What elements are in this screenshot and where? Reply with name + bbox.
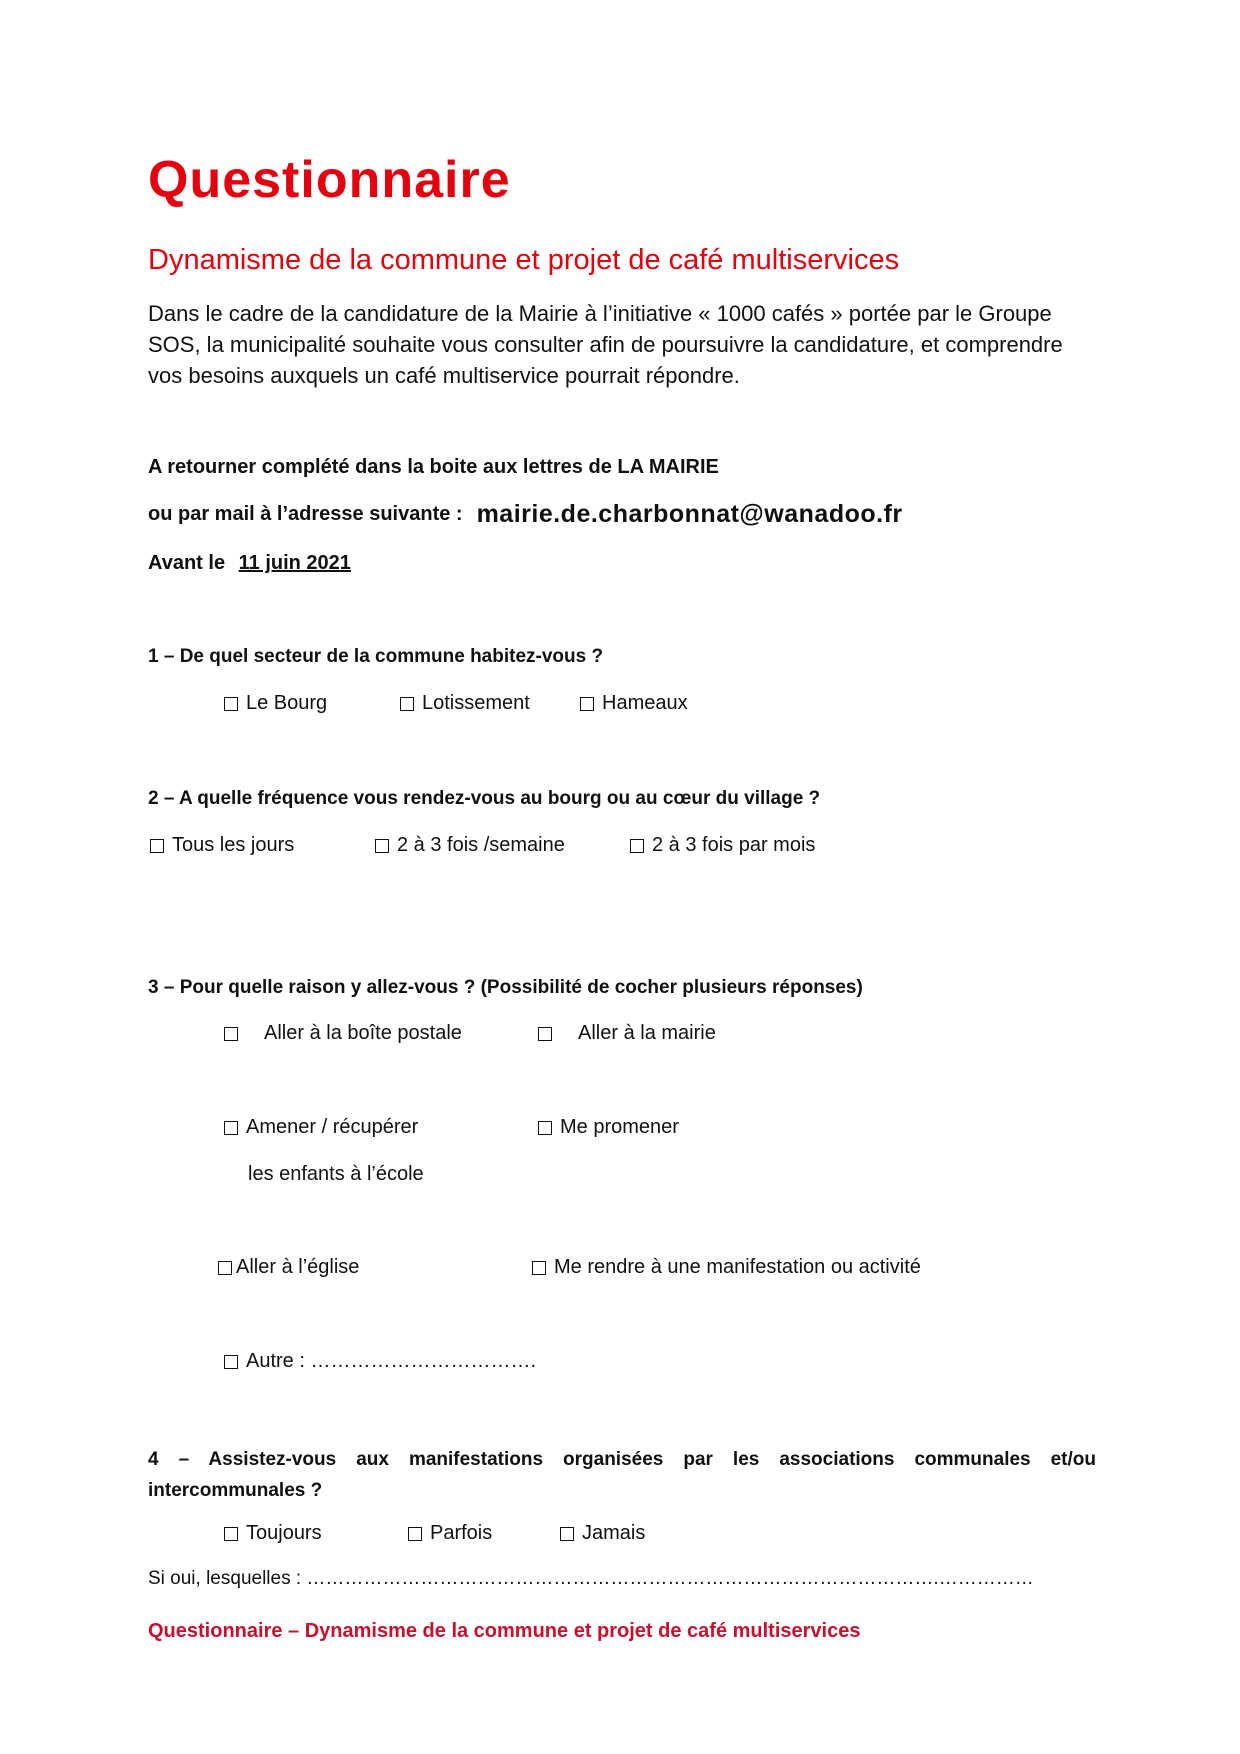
q3-option-mairie[interactable]: Aller à la mairie (538, 1022, 716, 1045)
question-1: 1 – De quel secteur de la commune habitez-vous ? (148, 646, 604, 667)
checkbox[interactable] (580, 697, 594, 711)
question-3: 3 – Pour quelle raison y allez-vous ? (Possibilité de cocher plusieurs réponses) (148, 977, 863, 998)
checkbox[interactable] (560, 1527, 574, 1541)
q3-option-postbox[interactable]: Aller à la boîte postale (224, 1022, 462, 1045)
checkbox[interactable] (375, 839, 389, 853)
q1-option-hameaux[interactable]: Hameaux (580, 692, 688, 715)
q3-option-walk[interactable]: Me promener (538, 1116, 679, 1139)
page-title: Questionnaire (148, 151, 511, 209)
question-2: 2 – A quelle fréquence vous rendez-vous au bourg ou au cœur du village ? (148, 788, 821, 809)
checkbox[interactable] (150, 839, 164, 853)
checkbox[interactable] (224, 697, 238, 711)
checkbox[interactable] (538, 1027, 552, 1041)
checkbox[interactable] (218, 1261, 232, 1275)
deadline-line (148, 552, 351, 575)
q4-option-always[interactable]: Toujours (224, 1522, 322, 1545)
q3-option-event[interactable]: Me rendre à une manifestation ou activité (532, 1256, 921, 1279)
q1-option-lotissement[interactable]: Lotissement (400, 692, 530, 715)
q3-option-school-line2: les enfants à l’école (248, 1163, 424, 1185)
email-line (148, 500, 903, 529)
checkbox[interactable] (400, 697, 414, 711)
q4-option-never[interactable]: Jamais (560, 1522, 645, 1545)
checkbox[interactable] (532, 1261, 546, 1275)
q3-option-other[interactable]: Autre : ……………………………. (224, 1350, 536, 1373)
checkbox[interactable] (630, 839, 644, 853)
q3-option-church[interactable]: Aller à l’église (218, 1256, 359, 1279)
checkbox[interactable] (224, 1121, 238, 1135)
email-prefix: ou par mail à l’adresse suivante : (148, 503, 463, 525)
page-subtitle: Dynamisme de la commune et projet de café multiservices (148, 244, 900, 276)
q4-follow-up: Si oui, lesquelles : ……………………………………………………………………………………….…………… (148, 1568, 1034, 1589)
checkbox[interactable] (224, 1355, 238, 1369)
intro-paragraph: Dans le cadre de la candidature de la Mairie à l’initiative « 1000 cafés » portée par le Groupe SOS, la municipalité souhaite vous consulter afin de poursuivre la candidature, et comprendre vos besoins auxquels un café multiservice pourrait répondre. (148, 301, 1063, 388)
q2-option-daily[interactable]: Tous les jours (150, 834, 294, 857)
email-address[interactable]: mairie.de.charbonnat@wanadoo.fr (476, 500, 903, 528)
q4-option-sometimes[interactable]: Parfois (408, 1522, 492, 1545)
q3-option-school[interactable]: Amener / récupérer (224, 1116, 418, 1139)
q1-option-bourg[interactable]: Le Bourg (224, 692, 327, 715)
page-footer: Questionnaire – Dynamisme de la commune et projet de café multiservices (148, 1620, 861, 1642)
deadline-prefix: Avant le (148, 552, 226, 574)
checkbox[interactable] (224, 1027, 238, 1041)
deadline-date: 11 juin 2021 (238, 552, 351, 574)
question-4: 4 – Assistez-vous aux manifestations organisées par les associations communales et/ou intercommunales ? (148, 1449, 1096, 1501)
return-instructions: A retourner complété dans la boite aux lettres de LA MAIRIE (148, 456, 719, 478)
checkbox[interactable] (224, 1527, 238, 1541)
q2-option-monthly[interactable]: 2 à 3 fois par mois (630, 834, 815, 857)
checkbox[interactable] (408, 1527, 422, 1541)
q2-option-weekly[interactable]: 2 à 3 fois /semaine (375, 834, 565, 857)
checkbox[interactable] (538, 1121, 552, 1135)
